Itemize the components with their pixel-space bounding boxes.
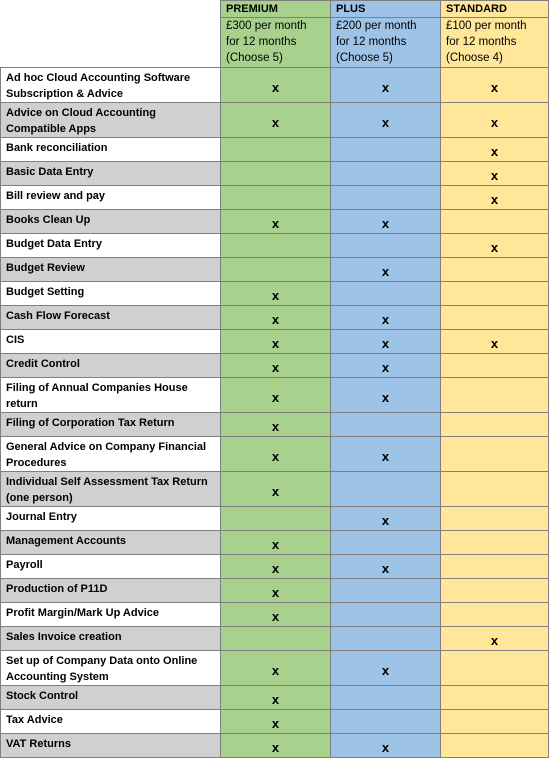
included-mark: x xyxy=(490,144,499,159)
service-name xyxy=(1,437,221,472)
included-mark: x xyxy=(271,716,280,731)
service-name xyxy=(1,507,221,531)
table-row xyxy=(1,68,549,103)
service-name-line: (one person) xyxy=(6,492,73,504)
table-row xyxy=(1,413,549,437)
tier-price: £200 per month xyxy=(336,20,417,32)
service-name-line: Compatible Apps xyxy=(6,123,97,135)
tier-choice: (Choose 4) xyxy=(446,52,503,64)
included-mark: x xyxy=(490,114,499,130)
included-mark: x xyxy=(271,662,280,678)
cell-plus xyxy=(331,186,441,210)
cell-premium xyxy=(221,555,331,579)
included-mark: x xyxy=(381,312,390,327)
table-row xyxy=(1,186,549,210)
cell-plus xyxy=(331,162,441,186)
cell-premium xyxy=(221,234,331,258)
header-corner xyxy=(1,1,221,68)
tier-header-premium xyxy=(221,1,331,68)
service-name-line: Procedures xyxy=(6,457,67,469)
service-name xyxy=(1,378,221,413)
tier-header-plus xyxy=(331,1,441,68)
cell-premium xyxy=(221,186,331,210)
service-name xyxy=(1,258,221,282)
cell-plus xyxy=(331,378,441,413)
table-row xyxy=(1,354,549,378)
table-row xyxy=(1,651,549,686)
service-name-line: Advice on Cloud Accounting xyxy=(6,107,156,119)
cell-plus xyxy=(331,330,441,354)
included-mark: x xyxy=(271,537,280,552)
tier-header-row xyxy=(1,1,549,68)
cell-standard xyxy=(441,68,549,103)
cell-premium xyxy=(221,651,331,686)
table-row xyxy=(1,103,549,138)
cell-premium xyxy=(221,686,331,710)
cell-premium xyxy=(221,472,331,507)
cell-standard xyxy=(441,103,549,138)
service-name xyxy=(1,234,221,258)
included-mark: x xyxy=(381,448,390,464)
service-name-line: Management Accounts xyxy=(6,535,127,547)
tier-choice: (Choose 5) xyxy=(336,52,393,64)
service-name-line: Payroll xyxy=(6,559,43,571)
cell-standard xyxy=(441,378,549,413)
included-mark: x xyxy=(381,513,390,528)
service-rows xyxy=(1,68,549,758)
included-mark: x xyxy=(271,336,280,351)
tier-name: PLUS xyxy=(331,1,440,18)
service-name xyxy=(1,103,221,138)
service-name-line: Production of P11D xyxy=(6,583,108,595)
cell-plus xyxy=(331,306,441,330)
included-mark: x xyxy=(271,740,280,755)
table-row xyxy=(1,507,549,531)
service-name-line: General Advice on Company Financial xyxy=(6,441,207,453)
cell-standard xyxy=(441,258,549,282)
included-mark: x xyxy=(271,483,280,499)
cell-plus xyxy=(331,103,441,138)
service-name xyxy=(1,282,221,306)
included-mark: x xyxy=(271,609,280,624)
included-mark: x xyxy=(271,389,280,405)
cell-standard xyxy=(441,603,549,627)
tier-choice: (Choose 5) xyxy=(226,52,283,64)
included-mark: x xyxy=(271,448,280,464)
cell-plus xyxy=(331,555,441,579)
table-row xyxy=(1,282,549,306)
service-name xyxy=(1,68,221,103)
cell-plus xyxy=(331,627,441,651)
cell-plus xyxy=(331,68,441,103)
cell-premium xyxy=(221,138,331,162)
included-mark: x xyxy=(271,419,280,434)
cell-premium xyxy=(221,603,331,627)
service-name-line: Budget Setting xyxy=(6,286,85,298)
cell-premium xyxy=(221,103,331,138)
service-name-line: Subscription & Advice xyxy=(6,88,123,100)
service-name xyxy=(1,579,221,603)
cell-premium xyxy=(221,258,331,282)
service-name xyxy=(1,710,221,734)
included-mark: x xyxy=(490,79,499,95)
cell-plus xyxy=(331,354,441,378)
service-name-line: Stock Control xyxy=(6,690,79,702)
cell-standard xyxy=(441,210,549,234)
cell-premium xyxy=(221,507,331,531)
tier-header-standard xyxy=(441,1,549,68)
tier-term: for 12 months xyxy=(226,36,297,48)
tier-price: £300 per month xyxy=(226,20,307,32)
included-mark: x xyxy=(381,561,390,576)
cell-premium xyxy=(221,162,331,186)
cell-plus xyxy=(331,258,441,282)
service-name-line: Profit Margin/Mark Up Advice xyxy=(6,607,160,619)
service-name-line: Budget Review xyxy=(6,262,85,274)
cell-plus xyxy=(331,531,441,555)
cell-premium xyxy=(221,306,331,330)
service-name xyxy=(1,651,221,686)
table-row xyxy=(1,472,549,507)
service-name xyxy=(1,210,221,234)
cell-plus xyxy=(331,234,441,258)
tier-term: for 12 months xyxy=(446,36,517,48)
table-row xyxy=(1,437,549,472)
included-mark: x xyxy=(381,216,390,231)
service-name xyxy=(1,354,221,378)
cell-standard xyxy=(441,710,549,734)
cell-premium xyxy=(221,734,331,758)
cell-standard xyxy=(441,437,549,472)
service-name-line: Accounting System xyxy=(6,671,109,683)
cell-premium xyxy=(221,710,331,734)
included-mark: x xyxy=(271,312,280,327)
cell-standard xyxy=(441,507,549,531)
included-mark: x xyxy=(381,662,390,678)
table-row xyxy=(1,555,549,579)
cell-plus xyxy=(331,651,441,686)
cell-plus xyxy=(331,437,441,472)
cell-plus xyxy=(331,472,441,507)
service-name-line: return xyxy=(6,398,38,410)
service-name-line: VAT Returns xyxy=(6,738,71,750)
tier-name: PREMIUM xyxy=(221,1,330,18)
cell-standard xyxy=(441,627,549,651)
cell-plus xyxy=(331,710,441,734)
cell-premium xyxy=(221,413,331,437)
cell-plus xyxy=(331,210,441,234)
cell-standard xyxy=(441,306,549,330)
cell-standard xyxy=(441,531,549,555)
table-row xyxy=(1,531,549,555)
cell-plus xyxy=(331,507,441,531)
included-mark: x xyxy=(490,336,499,351)
cell-standard xyxy=(441,282,549,306)
cell-premium xyxy=(221,210,331,234)
table-row xyxy=(1,258,549,282)
cell-premium xyxy=(221,354,331,378)
table-row xyxy=(1,330,549,354)
service-name xyxy=(1,330,221,354)
table-row xyxy=(1,603,549,627)
table-row xyxy=(1,627,549,651)
cell-premium xyxy=(221,68,331,103)
included-mark: x xyxy=(490,240,499,255)
cell-standard xyxy=(441,234,549,258)
service-name-line: Sales Invoice creation xyxy=(6,631,122,643)
cell-premium xyxy=(221,437,331,472)
cell-standard xyxy=(441,138,549,162)
table-row xyxy=(1,686,549,710)
service-name-line: CIS xyxy=(6,334,25,346)
included-mark: x xyxy=(271,114,280,130)
included-mark: x xyxy=(271,216,280,231)
included-mark: x xyxy=(271,561,280,576)
cell-standard xyxy=(441,186,549,210)
cell-standard xyxy=(441,555,549,579)
cell-plus xyxy=(331,734,441,758)
cell-plus xyxy=(331,413,441,437)
included-mark: x xyxy=(490,192,499,207)
cell-standard xyxy=(441,734,549,758)
service-name xyxy=(1,734,221,758)
cell-premium xyxy=(221,330,331,354)
cell-standard xyxy=(441,651,549,686)
included-mark: x xyxy=(271,288,280,303)
service-name-line: Basic Data Entry xyxy=(6,166,94,178)
service-name-line: Set up of Company Data onto Online xyxy=(6,655,198,667)
service-name xyxy=(1,555,221,579)
service-name-line: Journal Entry xyxy=(6,511,77,523)
included-mark: x xyxy=(381,264,390,279)
cell-plus xyxy=(331,603,441,627)
included-mark: x xyxy=(271,79,280,95)
included-mark: x xyxy=(381,360,390,375)
included-mark: x xyxy=(381,114,390,130)
service-name-line: Books Clean Up xyxy=(6,214,91,226)
service-name-line: Individual Self Assessment Tax Return xyxy=(6,476,208,488)
included-mark: x xyxy=(381,740,390,755)
cell-premium xyxy=(221,531,331,555)
cell-standard xyxy=(441,413,549,437)
service-name-line: Filing of Annual Companies House xyxy=(6,382,188,394)
service-name xyxy=(1,531,221,555)
service-name-line: Bank reconciliation xyxy=(6,142,108,154)
table-row xyxy=(1,710,549,734)
tier-price: £100 per month xyxy=(446,20,527,32)
service-name-line: Bill review and pay xyxy=(6,190,106,202)
service-name xyxy=(1,627,221,651)
service-name xyxy=(1,162,221,186)
included-mark: x xyxy=(381,336,390,351)
service-name-line: Credit Control xyxy=(6,358,80,370)
tier-name: STANDARD xyxy=(441,1,548,18)
service-name-line: Cash Flow Forecast xyxy=(6,310,110,322)
included-mark: x xyxy=(381,79,390,95)
cell-plus xyxy=(331,579,441,603)
service-name xyxy=(1,686,221,710)
table-row xyxy=(1,162,549,186)
included-mark: x xyxy=(490,168,499,183)
service-name xyxy=(1,472,221,507)
cell-premium xyxy=(221,627,331,651)
service-name-line: Tax Advice xyxy=(6,714,63,726)
cell-standard xyxy=(441,162,549,186)
included-mark: x xyxy=(271,585,280,600)
cell-standard xyxy=(441,354,549,378)
table-row xyxy=(1,210,549,234)
service-name-line: Budget Data Entry xyxy=(6,238,102,250)
tier-term: for 12 months xyxy=(336,36,407,48)
included-mark: x xyxy=(271,692,280,707)
service-name xyxy=(1,186,221,210)
table-row xyxy=(1,306,549,330)
table-row xyxy=(1,234,549,258)
service-name xyxy=(1,138,221,162)
table-row xyxy=(1,378,549,413)
cell-plus xyxy=(331,282,441,306)
included-mark: x xyxy=(271,360,280,375)
service-name xyxy=(1,306,221,330)
cell-plus xyxy=(331,138,441,162)
included-mark: x xyxy=(490,633,499,648)
service-name-line: Filing of Corporation Tax Return xyxy=(6,417,175,429)
cell-premium xyxy=(221,579,331,603)
cell-premium xyxy=(221,282,331,306)
table-row xyxy=(1,138,549,162)
table-row xyxy=(1,734,549,758)
cell-standard xyxy=(441,686,549,710)
service-name xyxy=(1,413,221,437)
service-name-line: Ad hoc Cloud Accounting Software xyxy=(6,72,191,84)
cell-premium xyxy=(221,378,331,413)
cell-plus xyxy=(331,686,441,710)
cell-standard xyxy=(441,330,549,354)
cell-standard xyxy=(441,579,549,603)
included-mark: x xyxy=(381,389,390,405)
cell-standard xyxy=(441,472,549,507)
service-name xyxy=(1,603,221,627)
table-row xyxy=(1,579,549,603)
